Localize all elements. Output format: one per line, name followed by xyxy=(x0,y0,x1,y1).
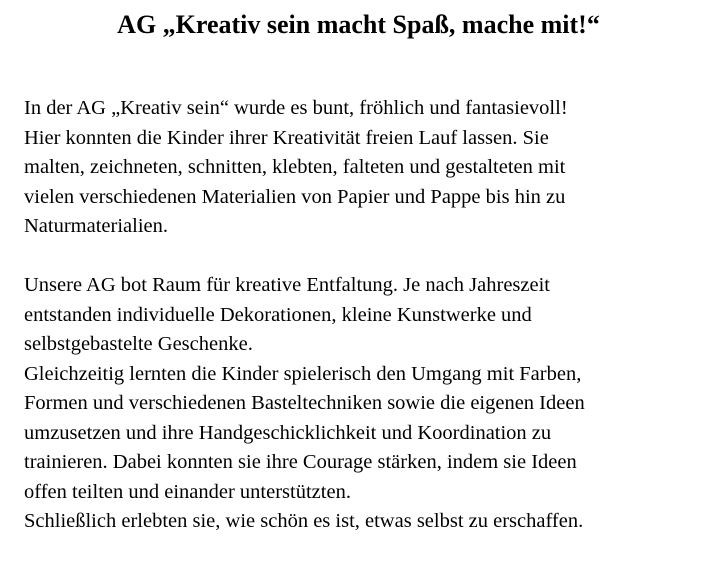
text-line: vielen verschiedenen Materialien von Papier und Pappe bis hin zu xyxy=(24,185,566,208)
document-title: AG „Kreativ sein macht Spaß, mache mit!“ xyxy=(117,10,600,39)
text-line: Schließlich erlebten sie, wie schön es ist, etwas selbst zu erschaffen. xyxy=(24,510,584,532)
document-body xyxy=(24,94,714,537)
text-line: In der AG „Kreativ sein“ wurde es bunt, fröhlich und fantasievoll! xyxy=(24,97,568,119)
paragraph-spacer xyxy=(24,242,714,272)
text-line: offen teilten und einander unterstützten. xyxy=(24,480,351,503)
text-line: Gleichzeitig lernten die Kinder spielerisch den Umgang mit Farben, xyxy=(24,362,582,385)
text-line: trainieren. Dabei konnten sie ihre Courage stärken, indem sie Ideen xyxy=(24,451,577,473)
text-line: Naturmaterialien. xyxy=(24,215,169,237)
text-line: umzusetzen und ihre Handgeschicklichkeit und Koordination zu xyxy=(24,421,552,444)
text-line: Unsere AG bot Raum für kreative Entfaltung. Je nach Jahreszeit xyxy=(24,274,550,296)
text-line: selbstgebastelte Geschenke. xyxy=(24,333,253,355)
text-line: entstanden individuelle Dekorationen, kleine Kunstwerke und xyxy=(24,303,532,326)
text-line: Formen und verschiedenen Basteltechniken sowie die eigenen Ideen xyxy=(24,392,585,414)
paragraph-intro xyxy=(24,94,714,242)
text-line: Hier konnten die Kinder ihrer Kreativität freien Lauf lassen. Sie xyxy=(24,126,549,149)
paragraph-details xyxy=(24,271,714,537)
text-line: malten, zeichneten, schnitten, klebten, falteten und gestalteten mit xyxy=(24,156,566,178)
